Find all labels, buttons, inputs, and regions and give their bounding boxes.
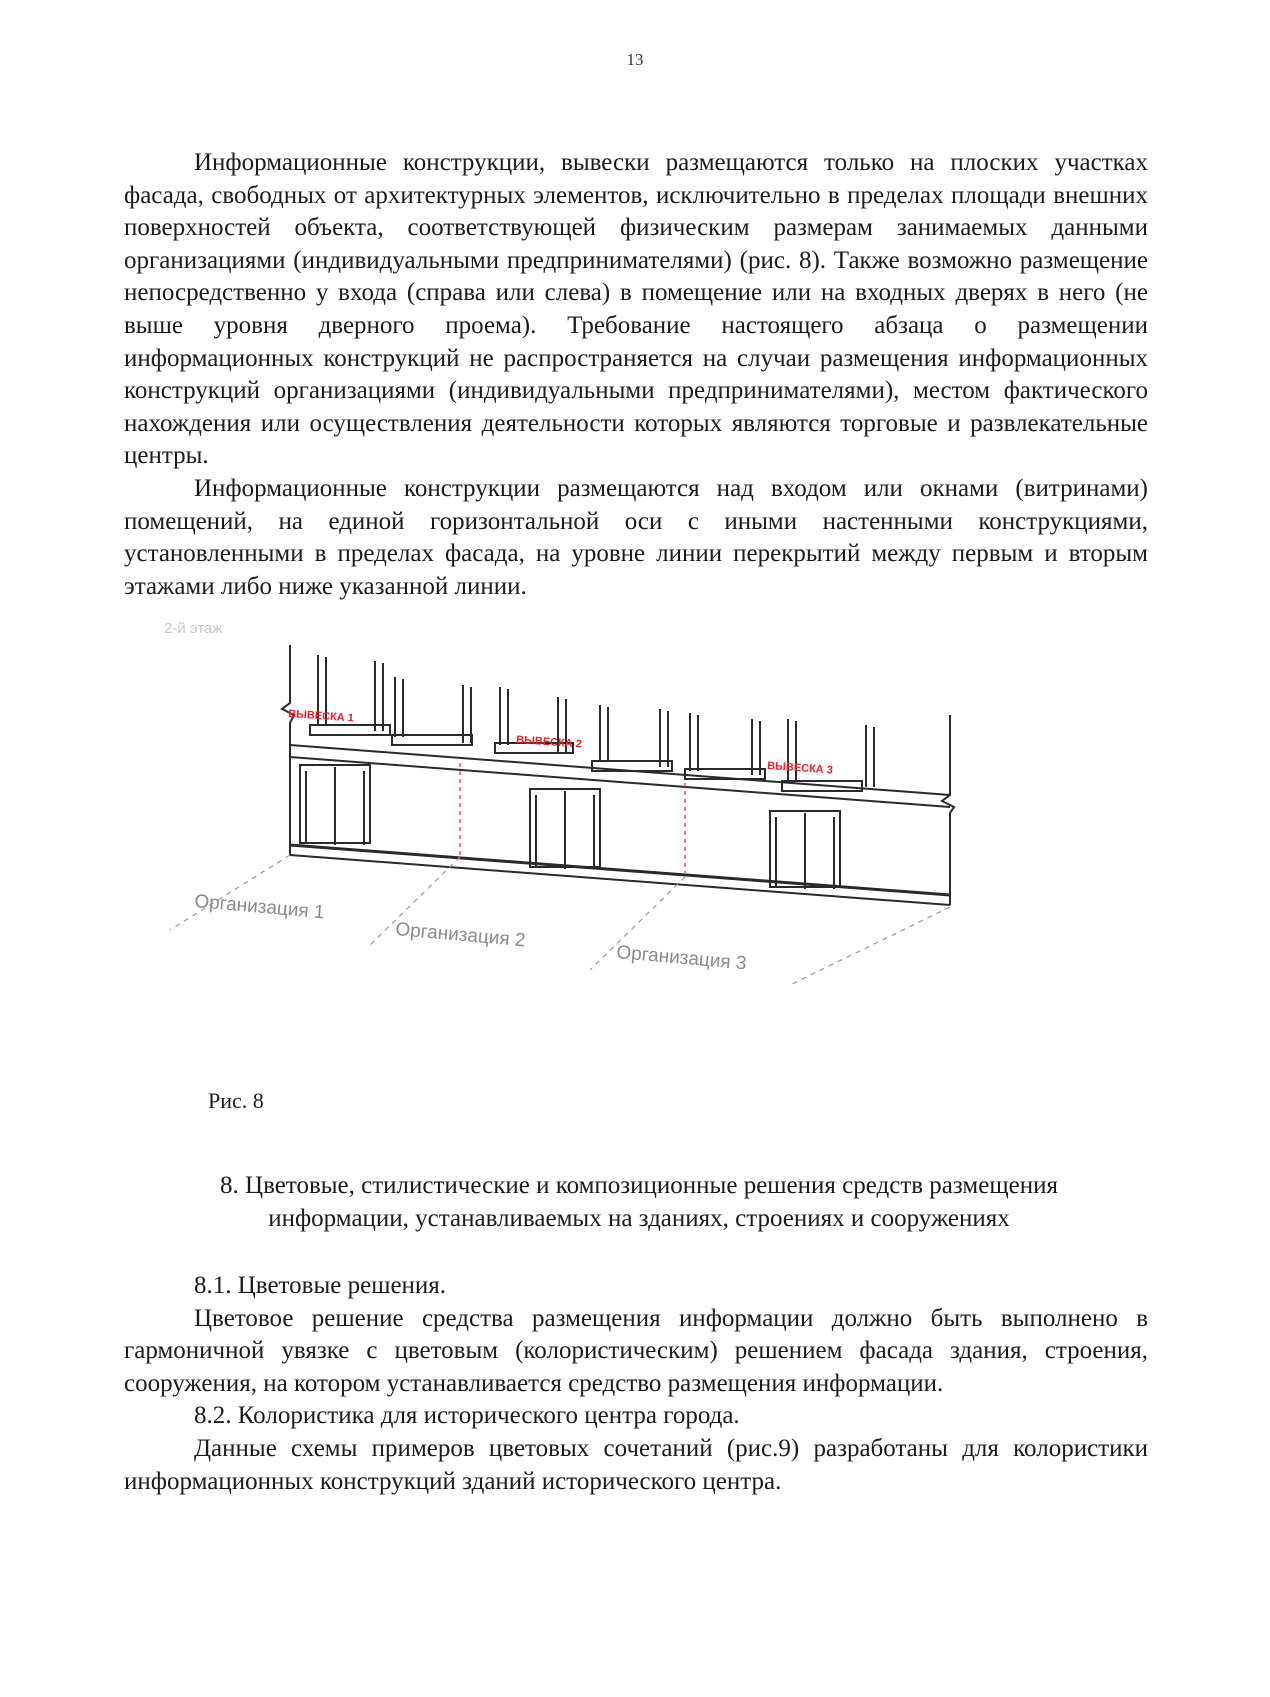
sign-label-3: ВЫВЕСКА 3 — [766, 760, 834, 777]
section-heading-line-1: 8. Цветовые, стилистические и композиционные решения средств размещения — [220, 1172, 1058, 1199]
facade-illustration — [164, 620, 970, 1005]
org-label-2: Организация 2 — [394, 919, 527, 952]
ground-line — [290, 845, 950, 895]
subsection-8-1-title: 8.1. Цветовые решения. — [194, 1272, 447, 1299]
right-break-line — [942, 715, 954, 905]
figure-caption: Рис. 8 — [208, 1088, 264, 1113]
subsection-8-2-title: 8.2. Колористика для исторического центра города. — [194, 1402, 740, 1430]
window-frame-4 — [600, 705, 668, 767]
window-frame-2 — [395, 677, 471, 743]
body-text-top — [124, 147, 1148, 603]
paragraph-2: Информационные конструкции размещаются над входом или окнами (витринами) помещений, на единой горизонтальной оси с иными настенными конструкциями, установленными в пределах фасада, на уровне линии перекрытий между первым и вторым этажами либо ниже указанной линии. — [124, 474, 1148, 600]
page-number: 13 — [626, 50, 644, 69]
section-heading — [124, 1170, 1154, 1235]
door-1-leaves — [306, 767, 364, 845]
ground-line-lower — [290, 855, 950, 905]
floor-label: 2-й этаж — [164, 620, 223, 637]
door-3-leaves — [776, 813, 834, 889]
section-heading-line-2: информации, устанавливаемых на зданиях, строениях и сооружениях — [268, 1204, 1010, 1232]
facade-figure — [164, 620, 970, 1005]
sign-label-2: ВЫВЕСКА 2 — [515, 734, 583, 751]
window-frame-5 — [690, 713, 760, 775]
door-2-leaves — [536, 791, 594, 869]
left-break-line — [282, 645, 294, 855]
org-label-3: Организация 3 — [615, 942, 748, 975]
sign-label-1: ВЫВЕСКА 1 — [287, 708, 355, 725]
paragraph-4: Данные схемы примеров цветовых сочетаний (рис.9) разработаны для колористики информационных конструкций зданий исторического центра. — [124, 1434, 1148, 1495]
body-text-bottom — [124, 1270, 1148, 1498]
window-sill-1 — [310, 725, 390, 735]
paragraph-3: Цветовое решение средства размещения информации должно быть выполнено в гармоничной увязке с цветовым (колористическим) решением фасада здания, строения, сооружения, на котором устанавливается средство размещения информации. — [124, 1304, 1148, 1397]
paragraph-1: Информационные конструкции, вывески размещаются только на плоских участках фасада, свободных от архитектурных элементов, исключительно в пределах площади внешних поверхностей объекта, соответствующей физическим размерам занимаемых данными организациями (индивидуальными предпринимателями) (рис. 8). Также возможно размещение непосредственно у входа (справа или слева) в помещение или на входных дверях в него (не выше уровня дверного проема). Требование настоящего абзаца о размещении информационных конструкций не распространяется на случаи размещения информационных конструкций организациями (индивидуальными предпринимателями), местом фактического нахождения или осуществления деятельности которых являются торговые и развлекательные центры. — [124, 149, 1148, 470]
window-frame-6 — [788, 719, 874, 787]
org-label-1: Организация 1 — [193, 891, 326, 924]
ground-guide-4 — [790, 907, 950, 985]
